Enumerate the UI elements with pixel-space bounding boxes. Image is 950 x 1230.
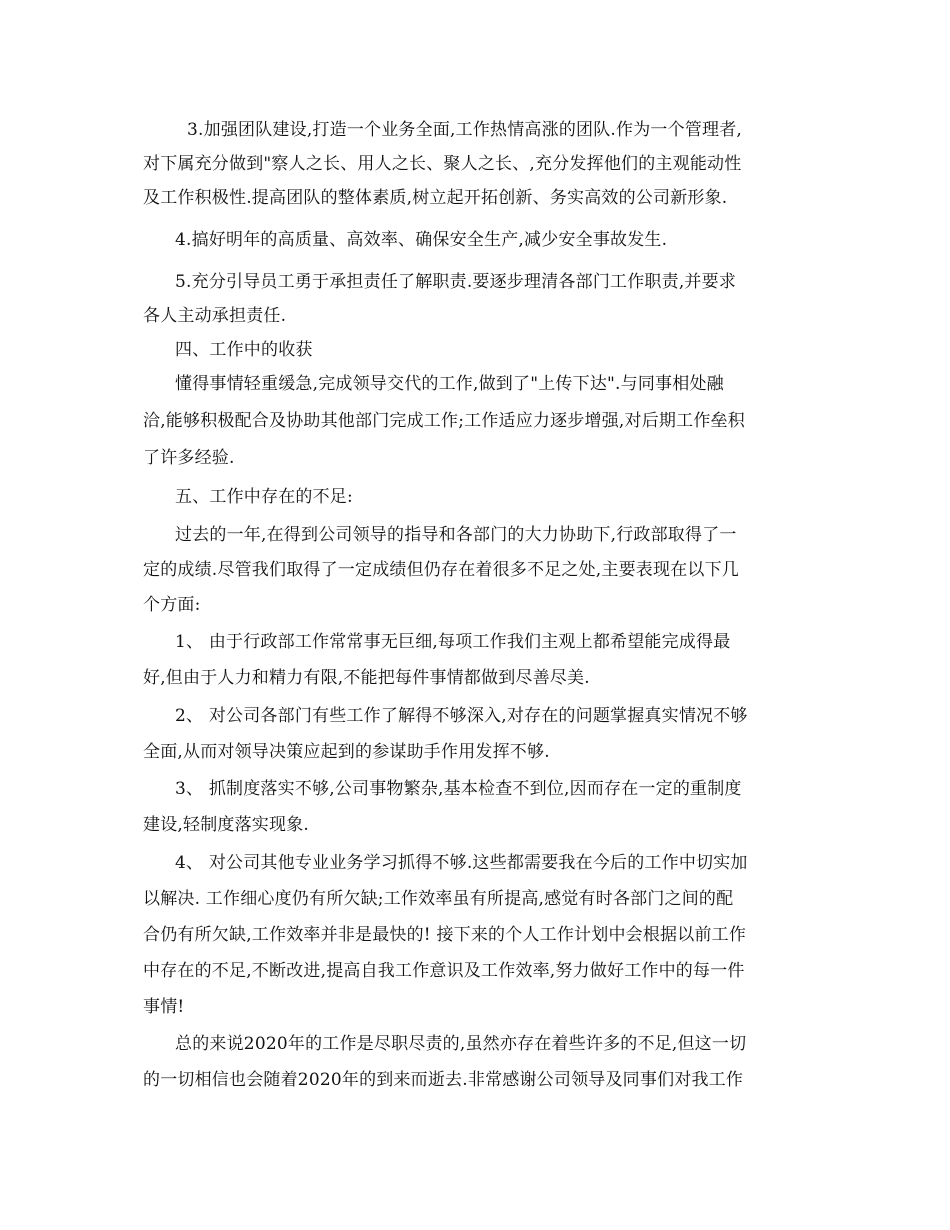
paragraph-line: 事情! bbox=[143, 997, 185, 1017]
paragraph-line: 及工作积极性.提高团队的整体素质,树立起开拓创新、务实高效的公司新形象. bbox=[143, 188, 728, 208]
paragraph-line: 4.搞好明年的高质量、高效率、确保安全生产,减少安全事故发生. bbox=[175, 230, 668, 250]
paragraph-line: 个方面: bbox=[143, 595, 201, 615]
paragraph-line: 3、 抓制度落实不够,公司事物繁杂,基本检查不到位,因而存在一定的重制度 bbox=[175, 779, 742, 799]
paragraph-line: 对下属充分做到"察人之长、用人之长、聚人之长、,充分发挥他们的主观能动性 bbox=[143, 154, 742, 174]
paragraph-line: 建设,轻制度落实现象. bbox=[143, 815, 310, 835]
paragraph-line: 洽,能够积极配合及协助其他部门完成工作;工作适应力逐步增强,对后期工作垒积 bbox=[143, 411, 745, 431]
paragraph-line: 各人主动承担责任. bbox=[143, 306, 287, 326]
paragraph-line: 懂得事情轻重缓急,完成领导交代的工作,做到了"上传下达".与同事相处融 bbox=[175, 374, 724, 394]
paragraph-line: 的一切相信也会随着2020年的到来而逝去.非常感谢公司领导及同事们对我工作 bbox=[143, 1070, 744, 1090]
paragraph-line: 1、 由于行政部工作常常事无巨细,每项工作我们主观上都希望能完成得最 bbox=[175, 632, 731, 652]
paragraph-line: 2、 对公司各部门有些工作了解得不够深入,对存在的问题掌握真实情况不够 bbox=[175, 706, 748, 726]
paragraph-line: 定的成绩.尽管我们取得了一定成绩但仍存在着很多不足之处,主要表现在以下几 bbox=[143, 560, 740, 580]
paragraph-line: 4、 对公司其他专业业务学习抓得不够.这些都需要我在今后的工作中切实加 bbox=[175, 853, 748, 873]
section-heading: 四、工作中的收获 bbox=[175, 340, 313, 360]
paragraph-line: 过去的一年,在得到公司领导的指导和各部门的大力协助下,行政部取得了一 bbox=[175, 525, 737, 545]
paragraph-line: 好,但由于人力和精力有限,不能把每件事情都做到尽善尽美. bbox=[143, 668, 590, 688]
paragraph-line: 了许多经验. bbox=[143, 448, 235, 468]
paragraph-line: 合仍有所欠缺,工作效率并非是最快的! 接下来的个人工作计划中会根据以前工作 bbox=[143, 925, 747, 945]
paragraph-line: 3.加强团队建设,打造一个业务全面,工作热情高涨的团队.作为一个管理者, bbox=[187, 120, 743, 140]
paragraph-line: 5.充分引导员工勇于承担责任了解职责.要逐步理清各部门工作职责,并要求 bbox=[175, 272, 737, 292]
paragraph-line: 以解决. 工作细心度仍有所欠缺;工作效率虽有所提高,感觉有时各部门之间的配 bbox=[143, 889, 734, 909]
section-heading: 五、工作中存在的不足: bbox=[175, 487, 353, 507]
paragraph-line: 全面,从而对领导决策应起到的参谋助手作用发挥不够. bbox=[143, 742, 550, 762]
paragraph-line: 总的来说2020年的工作是尽职尽责的,虽然亦存在着些许多的不足,但这一切 bbox=[175, 1034, 747, 1054]
paragraph-line: 中存在的不足,不断改进,提高自我工作意识及工作效率,努力做好工作中的每一件 bbox=[143, 961, 745, 981]
